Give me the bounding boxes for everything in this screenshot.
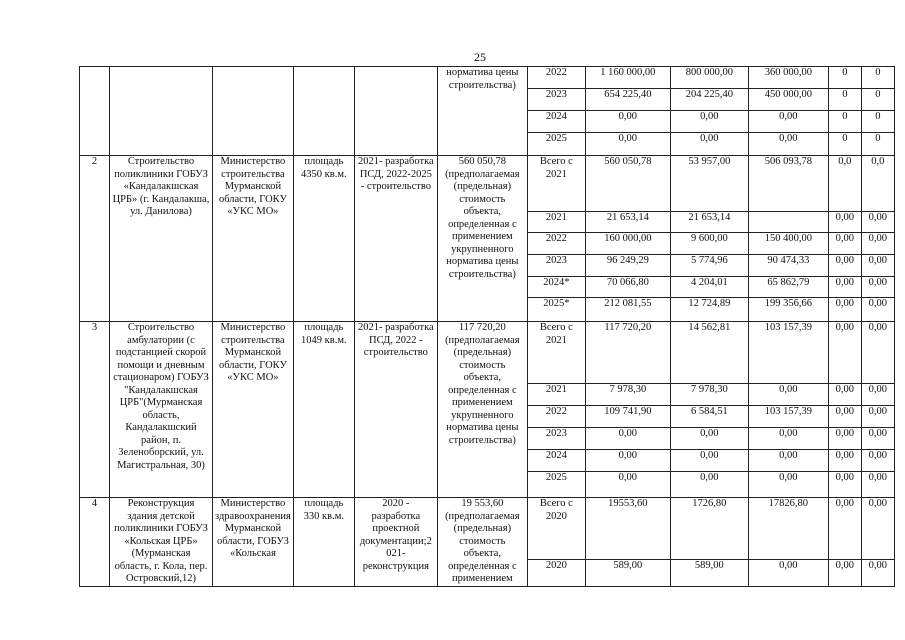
federal-cell: 204 225,40 [670,89,748,111]
total-cell: 212 081,55 [585,298,670,322]
implementation-period: 2020 - разработка проектной документации;2 021- реконструкция [354,498,437,587]
other-cell: 0 [861,111,894,133]
total-cell: 0,00 [585,133,670,156]
regional-cell: 450 000,00 [748,89,828,111]
local-cell: 0 [828,133,861,156]
other-cell: 0,00 [861,255,894,277]
other-cell: 0,00 [861,384,894,406]
total-cell: 160 000,00 [585,233,670,255]
local-cell: 0,00 [828,277,861,298]
year-cell: 2025 [527,133,585,156]
other-cell: 0,0 [861,156,894,212]
cont-cost-cell: норматива цены строительства) [437,67,527,156]
regional-cell: 0,00 [748,111,828,133]
total-cell: 589,00 [585,560,670,586]
regional-cell: 103 157,39 [748,406,828,428]
regional-cell: 0,00 [748,428,828,450]
federal-cell: 5 774,96 [670,255,748,277]
federal-cell: 0,00 [670,472,748,498]
total-cell: 0,00 [585,450,670,472]
local-cell: 0,00 [828,450,861,472]
year-cell: Всего с 2020 [527,498,585,560]
local-cell: 0,00 [828,472,861,498]
year-cell: 2020 [527,560,585,586]
local-cell: 0,00 [828,255,861,277]
object-capacity: площадь 330 кв.м. [293,498,354,587]
year-cell: 2024 [527,111,585,133]
year-cell: 2024 [527,450,585,472]
federal-cell: 0,00 [670,111,748,133]
local-cell: 0 [828,67,861,89]
total-cell: 0,00 [585,428,670,450]
federal-cell: 53 957,00 [670,156,748,212]
total-cell: 0,00 [585,472,670,498]
local-cell: 0,00 [828,428,861,450]
federal-cell: 14 562,81 [670,322,748,384]
total-cell: 19553,60 [585,498,670,560]
responsible-org: Министерство строительства Мурманской области, ГОКУ «УКС МО» [213,156,294,322]
cont-area-cell [293,67,354,156]
total-cell: 21 653,14 [585,212,670,233]
local-cell: 0,0 [828,156,861,212]
federal-cell: 0,00 [670,133,748,156]
other-cell: 0,00 [861,428,894,450]
local-cell: 0 [828,89,861,111]
year-cell: 2023 [527,428,585,450]
other-cell: 0 [861,89,894,111]
other-cell: 0,00 [861,322,894,384]
estimated-cost: 19 553,60 (предполагаемая (предельная) стоимость объекта, определенная с применением [437,498,527,587]
table-row [80,67,895,89]
local-cell: 0,00 [828,322,861,384]
total-cell: 96 249,29 [585,255,670,277]
regional-cell: 506 093,78 [748,156,828,212]
other-cell: 0,00 [861,277,894,298]
object-name: Реконструкция здания детской поликлиники ГОБУЗ «Кольская ЦРБ» (Мурманская область, г. Кола, пер. Островский,12) [110,498,213,587]
year-cell: 2022 [527,67,585,89]
local-cell: 0,00 [828,212,861,233]
item-number: 3 [80,322,110,498]
other-cell: 0,00 [861,450,894,472]
other-cell: 0,00 [861,406,894,428]
federal-cell: 0,00 [670,428,748,450]
total-cell: 109 741,90 [585,406,670,428]
regional-cell: 0,00 [748,560,828,586]
year-cell: Всего с 2021 [527,322,585,384]
year-cell: 2021 [527,212,585,233]
local-cell: 0 [828,111,861,133]
table-row [80,498,895,560]
local-cell: 0,00 [828,406,861,428]
cont-name-cell [110,67,213,156]
cont-org-cell [213,67,294,156]
local-cell: 0,00 [828,498,861,560]
year-cell: 2025* [527,298,585,322]
implementation-period: 2021- разработка ПСД, 2022-2025 - строительство [354,156,437,322]
object-capacity: площадь 1049 кв.м. [293,322,354,498]
federal-cell: 4 204,01 [670,277,748,298]
year-cell: 2023 [527,255,585,277]
responsible-org: Министерство здравоохранения Мурманской области, ГОБУЗ «Кольская [213,498,294,587]
federal-cell: 800 000,00 [670,67,748,89]
other-cell: 0,00 [861,233,894,255]
object-capacity: площадь 4350 кв.м. [293,156,354,322]
federal-cell: 12 724,89 [670,298,748,322]
year-cell: 2022 [527,233,585,255]
total-cell: 560 050,78 [585,156,670,212]
year-cell: Всего с 2021 [527,156,585,212]
object-name: Строительство поликлиники ГОБУЗ «Кандалакшская ЦРБ» (г. Кандалакша, ул. Данилова) [110,156,213,322]
estimated-cost: 560 050,78 (предполагаемая (предельная) стоимость объекта, определенная с применением укрупненного норматива цены строительства) [437,156,527,322]
table-row [80,322,895,384]
regional-cell: 0,00 [748,133,828,156]
total-cell: 117 720,20 [585,322,670,384]
year-cell: 2021 [527,384,585,406]
regional-cell: 17826,80 [748,498,828,560]
cont-num-cell [80,67,110,156]
regional-cell: 65 862,79 [748,277,828,298]
other-cell: 0,00 [861,498,894,560]
federal-cell: 589,00 [670,560,748,586]
federal-cell: 21 653,14 [670,212,748,233]
federal-cell: 0,00 [670,450,748,472]
year-cell: 2024* [527,277,585,298]
budget-table [79,66,895,587]
local-cell: 0,00 [828,298,861,322]
regional-cell: 0,00 [748,384,828,406]
responsible-org: Министерство строительства Мурманской области, ГОКУ «УКС МО» [213,322,294,498]
year-cell: 2025 [527,472,585,498]
other-cell: 0 [861,67,894,89]
object-name: Строительство амбулатории (с подстанцией скорой помощи и дневным стационаром) ГОБУЗ "Кандалакшская ЦРБ"(Мурманская область, Кандалакшский район, п. Зеленоборский, ул. Магистральная, 30) [110,322,213,498]
federal-cell: 9 600,00 [670,233,748,255]
year-cell: 2022 [527,406,585,428]
local-cell: 0,00 [828,233,861,255]
other-cell: 0,00 [861,298,894,322]
total-cell: 0,00 [585,111,670,133]
total-cell: 7 978,30 [585,384,670,406]
item-number: 2 [80,156,110,322]
regional-cell: 199 356,66 [748,298,828,322]
federal-cell: 1726,80 [670,498,748,560]
local-cell: 0,00 [828,384,861,406]
federal-cell: 7 978,30 [670,384,748,406]
other-cell: 0,00 [861,212,894,233]
local-cell: 0,00 [828,560,861,586]
total-cell: 1 160 000,00 [585,67,670,89]
federal-cell: 6 584,51 [670,406,748,428]
year-cell: 2023 [527,89,585,111]
regional-cell: 360 000,00 [748,67,828,89]
implementation-period: 2021- разработка ПСД, 2022 - строительство [354,322,437,498]
regional-cell [748,212,828,233]
table-row [80,156,895,212]
item-number: 4 [80,498,110,587]
page-number: 25 [474,50,486,64]
total-cell: 654 225,40 [585,89,670,111]
regional-cell: 0,00 [748,450,828,472]
other-cell: 0 [861,133,894,156]
estimated-cost: 117 720,20 (предполагаемая (предельная) стоимость объекта, определенная с применением укрупненного норматива цены строительства) [437,322,527,498]
regional-cell: 103 157,39 [748,322,828,384]
cont-period-cell [354,67,437,156]
other-cell: 0,00 [861,560,894,586]
regional-cell: 0,00 [748,472,828,498]
total-cell: 70 066,80 [585,277,670,298]
regional-cell: 90 474,33 [748,255,828,277]
regional-cell: 150 400,00 [748,233,828,255]
other-cell: 0,00 [861,472,894,498]
